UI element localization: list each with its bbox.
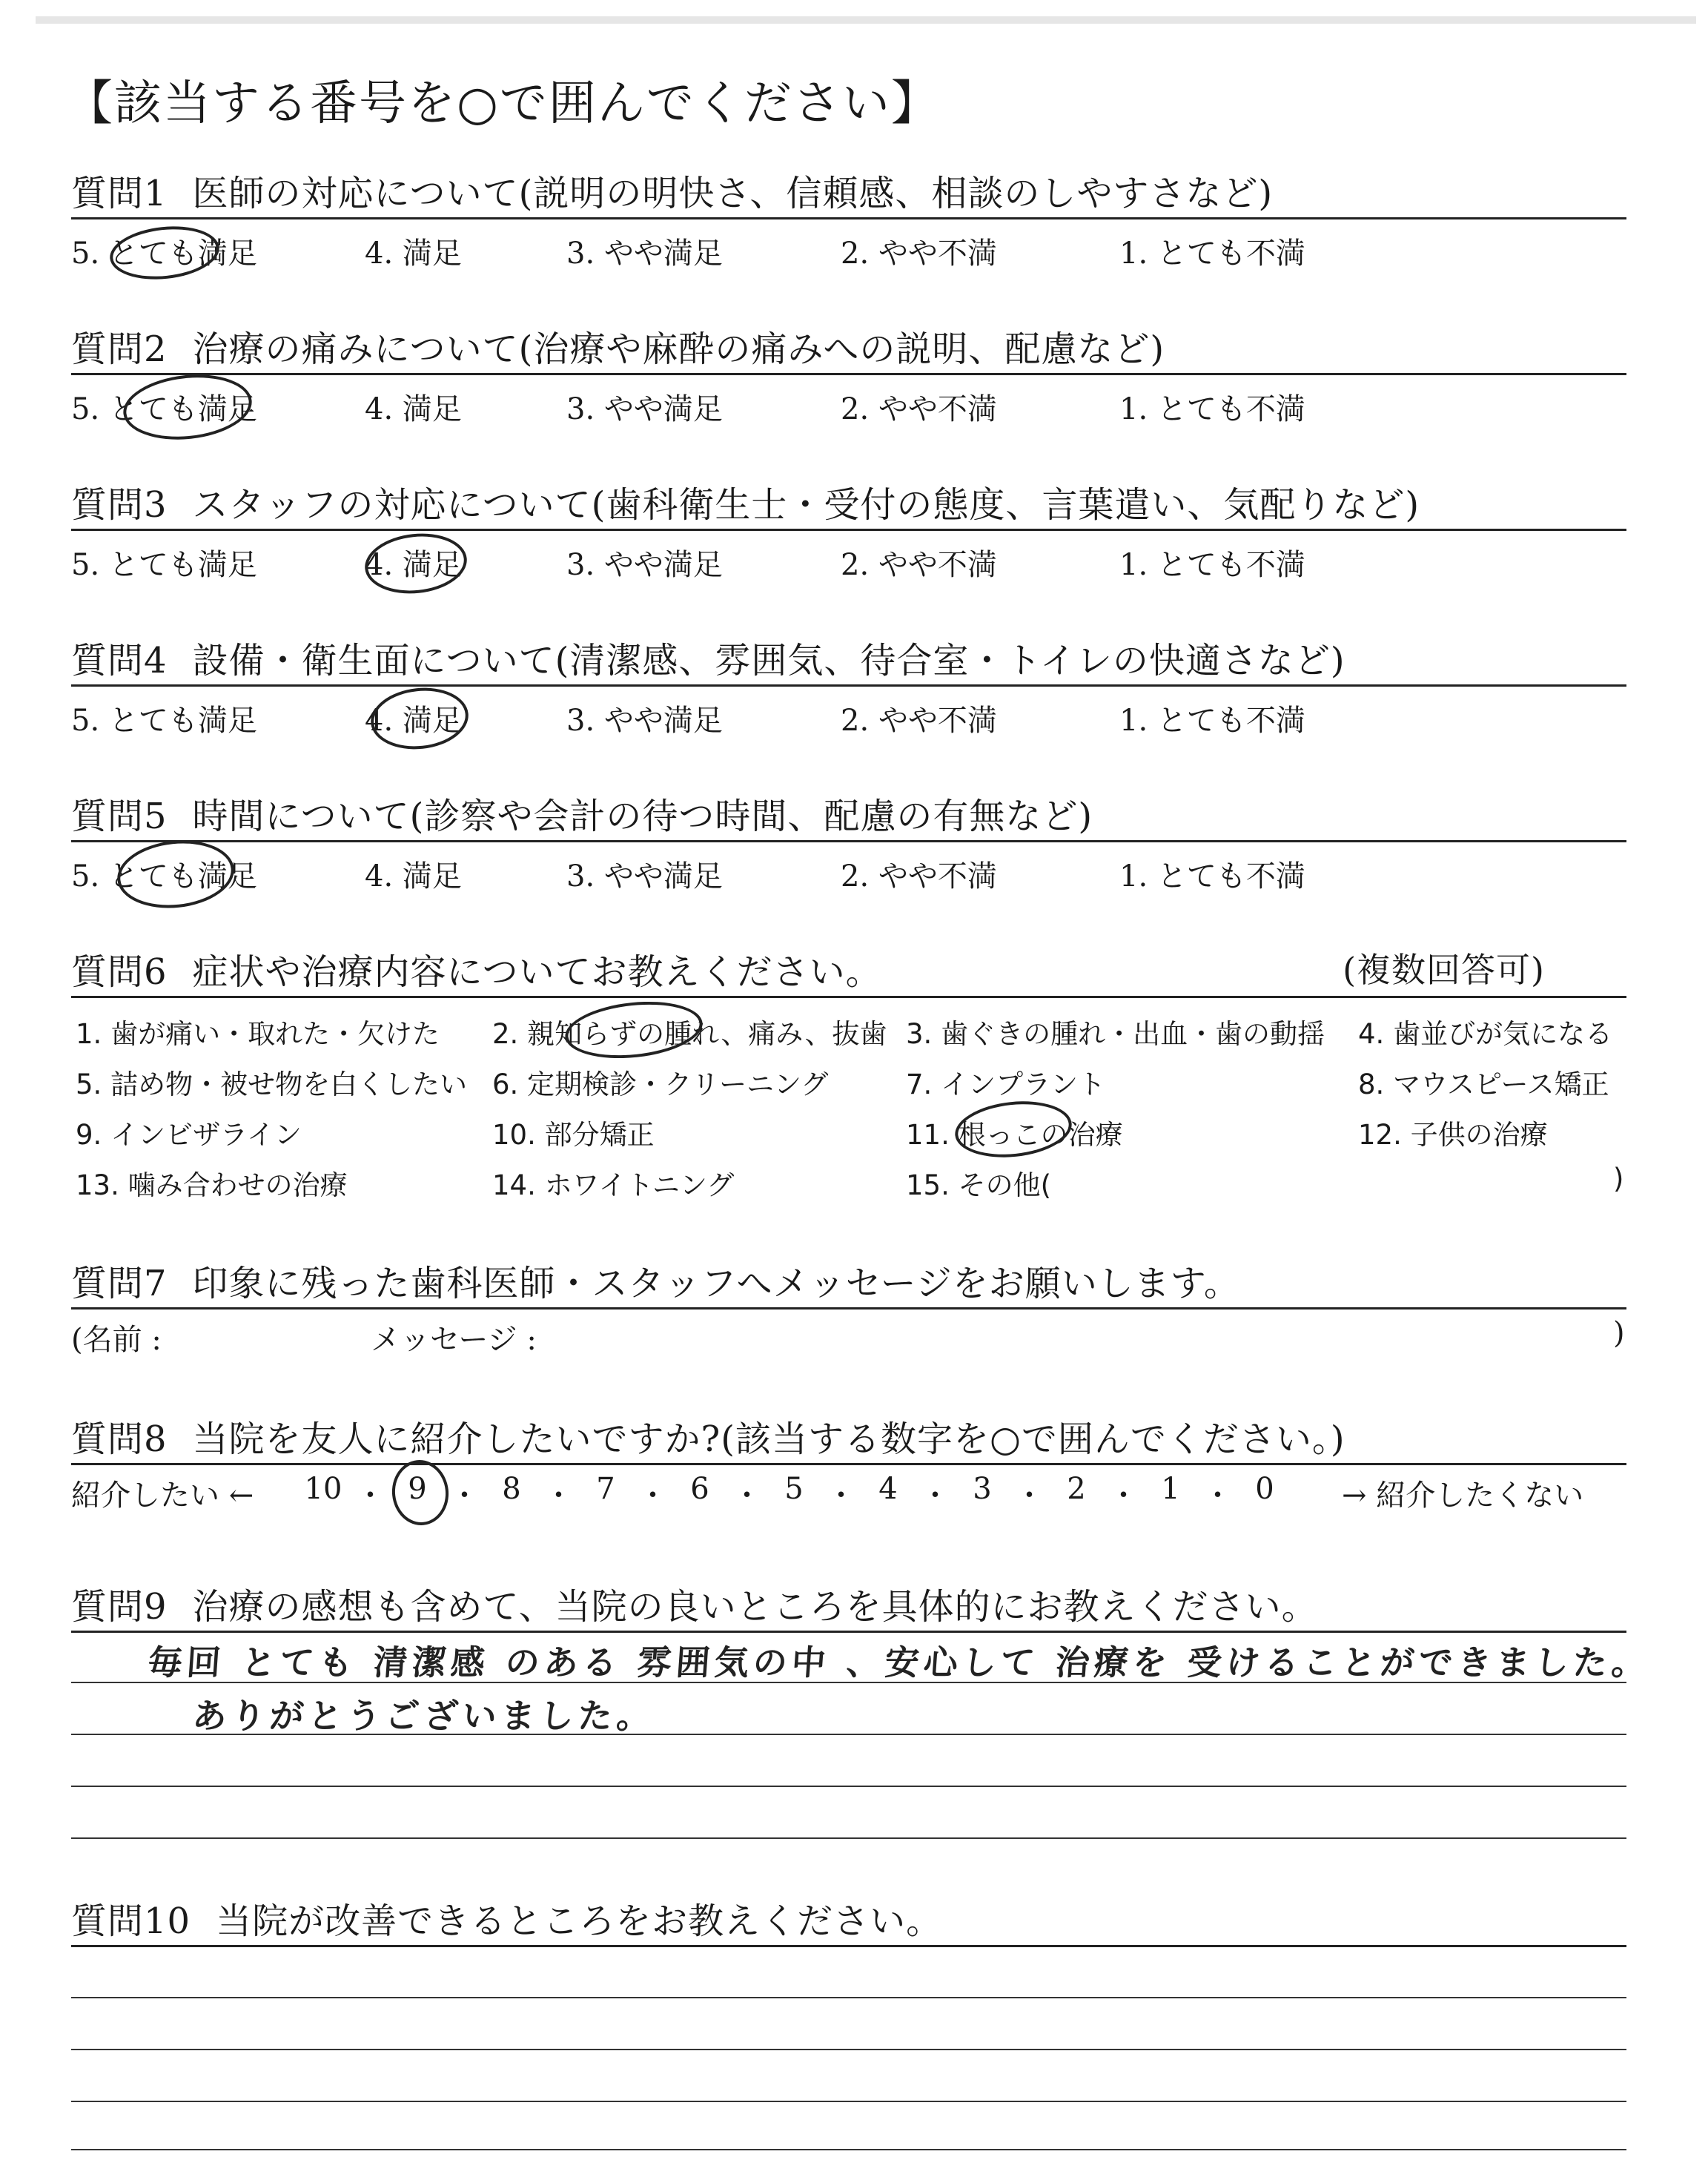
question-rule (71, 1463, 1626, 1465)
rating-option-5[interactable]: 5. とても満足 (71, 548, 257, 582)
rating-option-5[interactable]: 5. とても満足 (71, 392, 257, 426)
handwritten-answer-line: ありがとうございました。 (191, 1696, 657, 1736)
rating-option-1[interactable]: 1. とても不満 (1119, 859, 1305, 894)
rating-option-1[interactable]: 1. とても不満 (1119, 392, 1305, 426)
scale-value[interactable]: 0 (1255, 1472, 1274, 1506)
answer-line (71, 2149, 1626, 2150)
rating-option-1[interactable]: 1. とても不満 (1119, 548, 1305, 582)
symptom-option[interactable]: 9. インビザライン (76, 1119, 302, 1151)
symptom-option[interactable]: 14. ホワイトニング (492, 1169, 735, 1201)
rating-option-3[interactable]: 3. やや満足 (566, 548, 723, 582)
handwritten-selection-circle (368, 683, 471, 753)
name-label: (名前 : (71, 1323, 162, 1357)
symptom-option[interactable]: 4. 歯並びが気になる (1358, 1018, 1613, 1050)
rating-option-4[interactable]: 4. 満足 (365, 237, 462, 271)
handwritten-selection-circle (362, 529, 470, 598)
rating-option-2[interactable]: 2. やや不満 (841, 859, 997, 894)
handwritten-selection-circle (114, 835, 238, 914)
scale-separator: ・ (826, 1479, 856, 1513)
rating-option-4[interactable]: 4. 満足 (365, 548, 462, 582)
question-rule (71, 684, 1626, 687)
scale-separator: ・ (920, 1479, 950, 1513)
scale-value[interactable]: 5 (784, 1472, 804, 1506)
rating-option-2[interactable]: 2. やや不満 (841, 704, 997, 738)
page-top-edge (36, 16, 1696, 24)
rating-option-5[interactable]: 5. とても満足 (71, 237, 257, 271)
symptom-option[interactable]: 8. マウスピース矯正 (1358, 1069, 1609, 1100)
rating-option-1[interactable]: 1. とても不満 (1119, 704, 1305, 738)
symptom-option[interactable]: 1. 歯が痛い・取れた・欠けた (76, 1018, 440, 1050)
question-title: 質問2 治療の痛みについて(治療や麻酔の痛みへの説明、配慮など) (71, 328, 1165, 370)
scale-separator: ・ (1014, 1479, 1045, 1513)
message-close-paren: ) (1613, 1316, 1625, 1350)
question-title: 質問5 時間について(診察や会計の待つ時間、配慮の有無など) (71, 796, 1093, 837)
symptom-option[interactable]: 2. 親知らずの腫れ、痛み、抜歯 (492, 1018, 887, 1050)
symptom-option[interactable]: 10. 部分矯正 (492, 1119, 655, 1151)
question-title: 質問6 症状や治療内容についてお教えください。 (複数回答可) (71, 943, 1626, 994)
question-title: 質問3 スタッフの対応について(歯科衛生士・受付の態度、言葉遣い、気配りなど) (71, 484, 1420, 526)
answer-line (71, 1786, 1626, 1787)
rating-option-4[interactable]: 4. 満足 (365, 704, 462, 738)
other-close-paren: ) (1613, 1163, 1624, 1195)
multiple-answers-note: (複数回答可) (1343, 950, 1545, 990)
handwritten-selection-circle (953, 1096, 1075, 1163)
recommend-label: 紹介したい ← (71, 1479, 254, 1513)
question-rule (71, 1307, 1626, 1309)
rating-option-4[interactable]: 4. 満足 (365, 859, 462, 894)
question-title: 質問9 治療の感想も含めて、当院の良いところを具体的にお教えください。 (71, 1586, 1318, 1628)
handwritten-answer-line: 毎回 とても 清潔感 のある 雰囲気の中 、安心して 治療を 受けることができました。 (146, 1642, 1652, 1682)
answer-line (71, 1837, 1626, 1839)
symptom-option[interactable]: 3. 歯ぐきの腫れ・出血・歯の動揺 (906, 1018, 1325, 1050)
rating-option-5[interactable]: 5. とても満足 (71, 859, 257, 894)
question-title: 質問4 設備・衛生面について(清潔感、雰囲気、待合室・トイレの快適さなど) (71, 640, 1345, 681)
question-rule (71, 840, 1626, 842)
rating-option-2[interactable]: 2. やや不満 (841, 237, 997, 271)
handwritten-selection-circle (120, 369, 255, 446)
question-rule (71, 1631, 1626, 1633)
scale-separator: ・ (1108, 1479, 1139, 1513)
scale-value[interactable]: 10 (304, 1472, 342, 1506)
scale-value[interactable]: 4 (878, 1472, 898, 1506)
question-title: 質問1 医師の対応について(説明の明快さ、信頼感、相談のしやすさなど) (71, 173, 1274, 214)
question-title: 質問10 当院が改善できるところをお教えください。 (71, 1900, 943, 1942)
scale-separator: ・ (449, 1479, 480, 1513)
question-title: 質問8 当院を友人に紹介したいですか?(該当する数字を○で囲んでください。) (71, 1418, 1345, 1460)
symptom-option[interactable]: 15. その他( (906, 1169, 1052, 1201)
question-title: 質問7 印象に残った歯科医師・スタッフへメッセージをお願いします。 (71, 1263, 1240, 1304)
not-recommend-label: → 紹介したくない (1342, 1479, 1584, 1513)
rating-option-2[interactable]: 2. やや不満 (841, 392, 997, 426)
symptom-option[interactable]: 11. 根っこの治療 (906, 1119, 1123, 1151)
rating-option-5[interactable]: 5. とても満足 (71, 704, 257, 738)
rating-option-3[interactable]: 3. やや満足 (566, 237, 723, 271)
handwritten-selection-circle (563, 995, 706, 1064)
message-label: メッセージ : (371, 1323, 537, 1357)
question-rule (71, 529, 1626, 531)
rating-option-4[interactable]: 4. 満足 (365, 392, 462, 426)
scale-value[interactable]: 9 (408, 1472, 427, 1506)
symptom-option[interactable]: 13. 噛み合わせの治療 (76, 1169, 348, 1201)
scale-value[interactable]: 2 (1067, 1472, 1086, 1506)
question-rule (71, 217, 1626, 219)
handwritten-selection-circle (389, 1457, 452, 1527)
rating-option-2[interactable]: 2. やや不満 (841, 548, 997, 582)
scale-separator: ・ (1202, 1479, 1233, 1513)
symptom-option[interactable]: 7. インプラント (906, 1069, 1106, 1100)
scale-value[interactable]: 6 (690, 1472, 709, 1506)
page-heading: 【該当する番号を○で囲んでください】 (65, 76, 940, 131)
scale-separator: ・ (732, 1479, 762, 1513)
rating-option-3[interactable]: 3. やや満足 (566, 859, 723, 894)
scale-separator: ・ (355, 1479, 385, 1513)
scale-value[interactable]: 7 (596, 1472, 615, 1506)
rating-option-3[interactable]: 3. やや満足 (566, 704, 723, 738)
answer-line (71, 1997, 1626, 1998)
scale-value[interactable]: 8 (502, 1472, 521, 1506)
question-rule (71, 373, 1626, 375)
symptom-option[interactable]: 12. 子供の治療 (1358, 1119, 1548, 1151)
scale-value[interactable]: 1 (1161, 1472, 1180, 1506)
question-rule (71, 996, 1626, 998)
scale-separator: ・ (638, 1479, 668, 1513)
scale-value[interactable]: 3 (973, 1472, 992, 1506)
scale-separator: ・ (543, 1479, 574, 1513)
answer-line (71, 2101, 1626, 2102)
rating-option-3[interactable]: 3. やや満足 (566, 392, 723, 426)
question-rule (71, 1945, 1626, 1947)
symptom-option[interactable]: 6. 定期検診・クリーニング (492, 1069, 829, 1100)
symptom-option[interactable]: 5. 詰め物・被せ物を白くしたい (76, 1069, 468, 1100)
answer-line (71, 2049, 1626, 2050)
rating-option-1[interactable]: 1. とても不満 (1119, 237, 1305, 271)
